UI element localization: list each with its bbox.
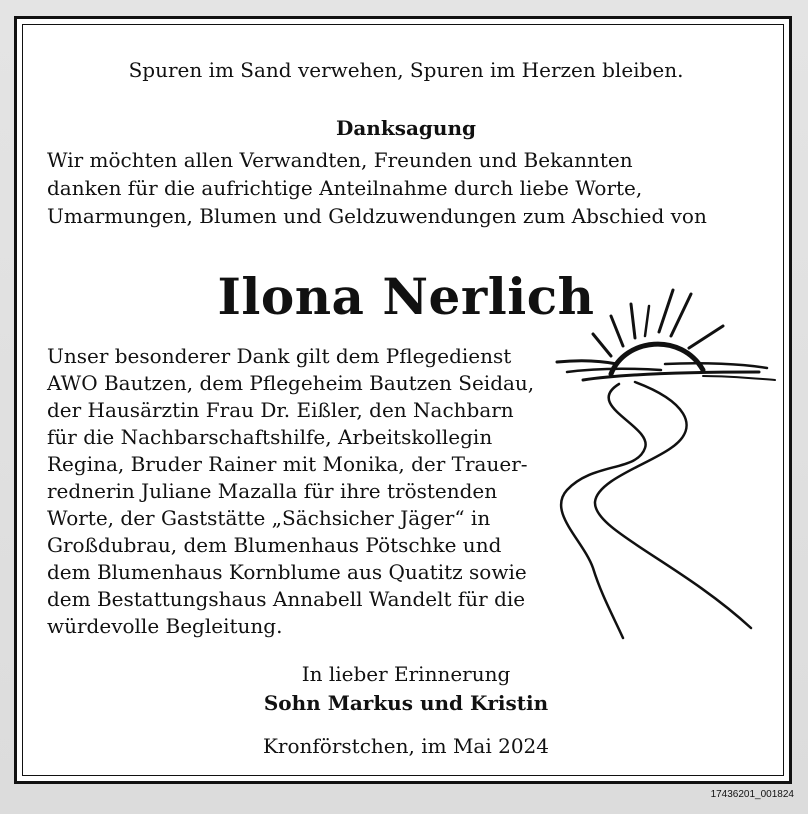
reference-number: 17436201_001824 xyxy=(710,789,794,800)
thanks-line: Großdubrau, dem Blumenhaus Pötschke und xyxy=(47,533,502,557)
thanks-line: würdevolle Begleitung. xyxy=(47,614,283,638)
heading-danksagung: Danksagung xyxy=(336,116,476,140)
place-date: Kronförstchen, im Mai 2024 xyxy=(262,734,549,758)
thanks-line: AWO Bautzen, dem Pflegeheim Bautzen Seidau, xyxy=(47,371,535,395)
thanks-line: für die Nachbarschaftshilfe, Arbeitskollegin xyxy=(47,425,493,449)
sunrise-path-icon xyxy=(553,276,785,644)
closing-phrase: In lieber Erinnerung xyxy=(301,662,511,686)
deceased-name: Ilona Nerlich xyxy=(217,267,595,326)
thanks-line: dem Blumenhaus Kornblume aus Quatitz sowie xyxy=(47,560,527,584)
thanks-line: dem Bestattungshaus Annabell Wandelt für die xyxy=(47,587,526,611)
motto: Spuren im Sand verwehen, Spuren im Herzen bleiben. xyxy=(128,58,684,82)
intro-line: Umarmungen, Blumen und Geldzuwendungen zum Abschied von xyxy=(47,204,707,228)
thanks-line: Worte, der Gaststätte „Sächsicher Jäger“ in xyxy=(47,506,491,530)
intro-line: Wir möchten allen Verwandten, Freunden und Bekannten xyxy=(47,148,633,172)
thanks-line: Unser besonderer Dank gilt dem Pflegedienst xyxy=(47,344,512,368)
thanks-line: rednerin Juliane Mazalla für ihre tröstenden xyxy=(47,479,498,503)
thanks-line: der Hausärztin Frau Dr. Eißler, den Nachbarn xyxy=(47,398,514,422)
intro-line: danken für die aufrichtige Anteilnahme durch liebe Worte, xyxy=(47,176,643,200)
thanks-line: Regina, Bruder Rainer mit Monika, der Trauer- xyxy=(47,452,528,476)
signatories: Sohn Markus und Kristin xyxy=(263,691,549,715)
